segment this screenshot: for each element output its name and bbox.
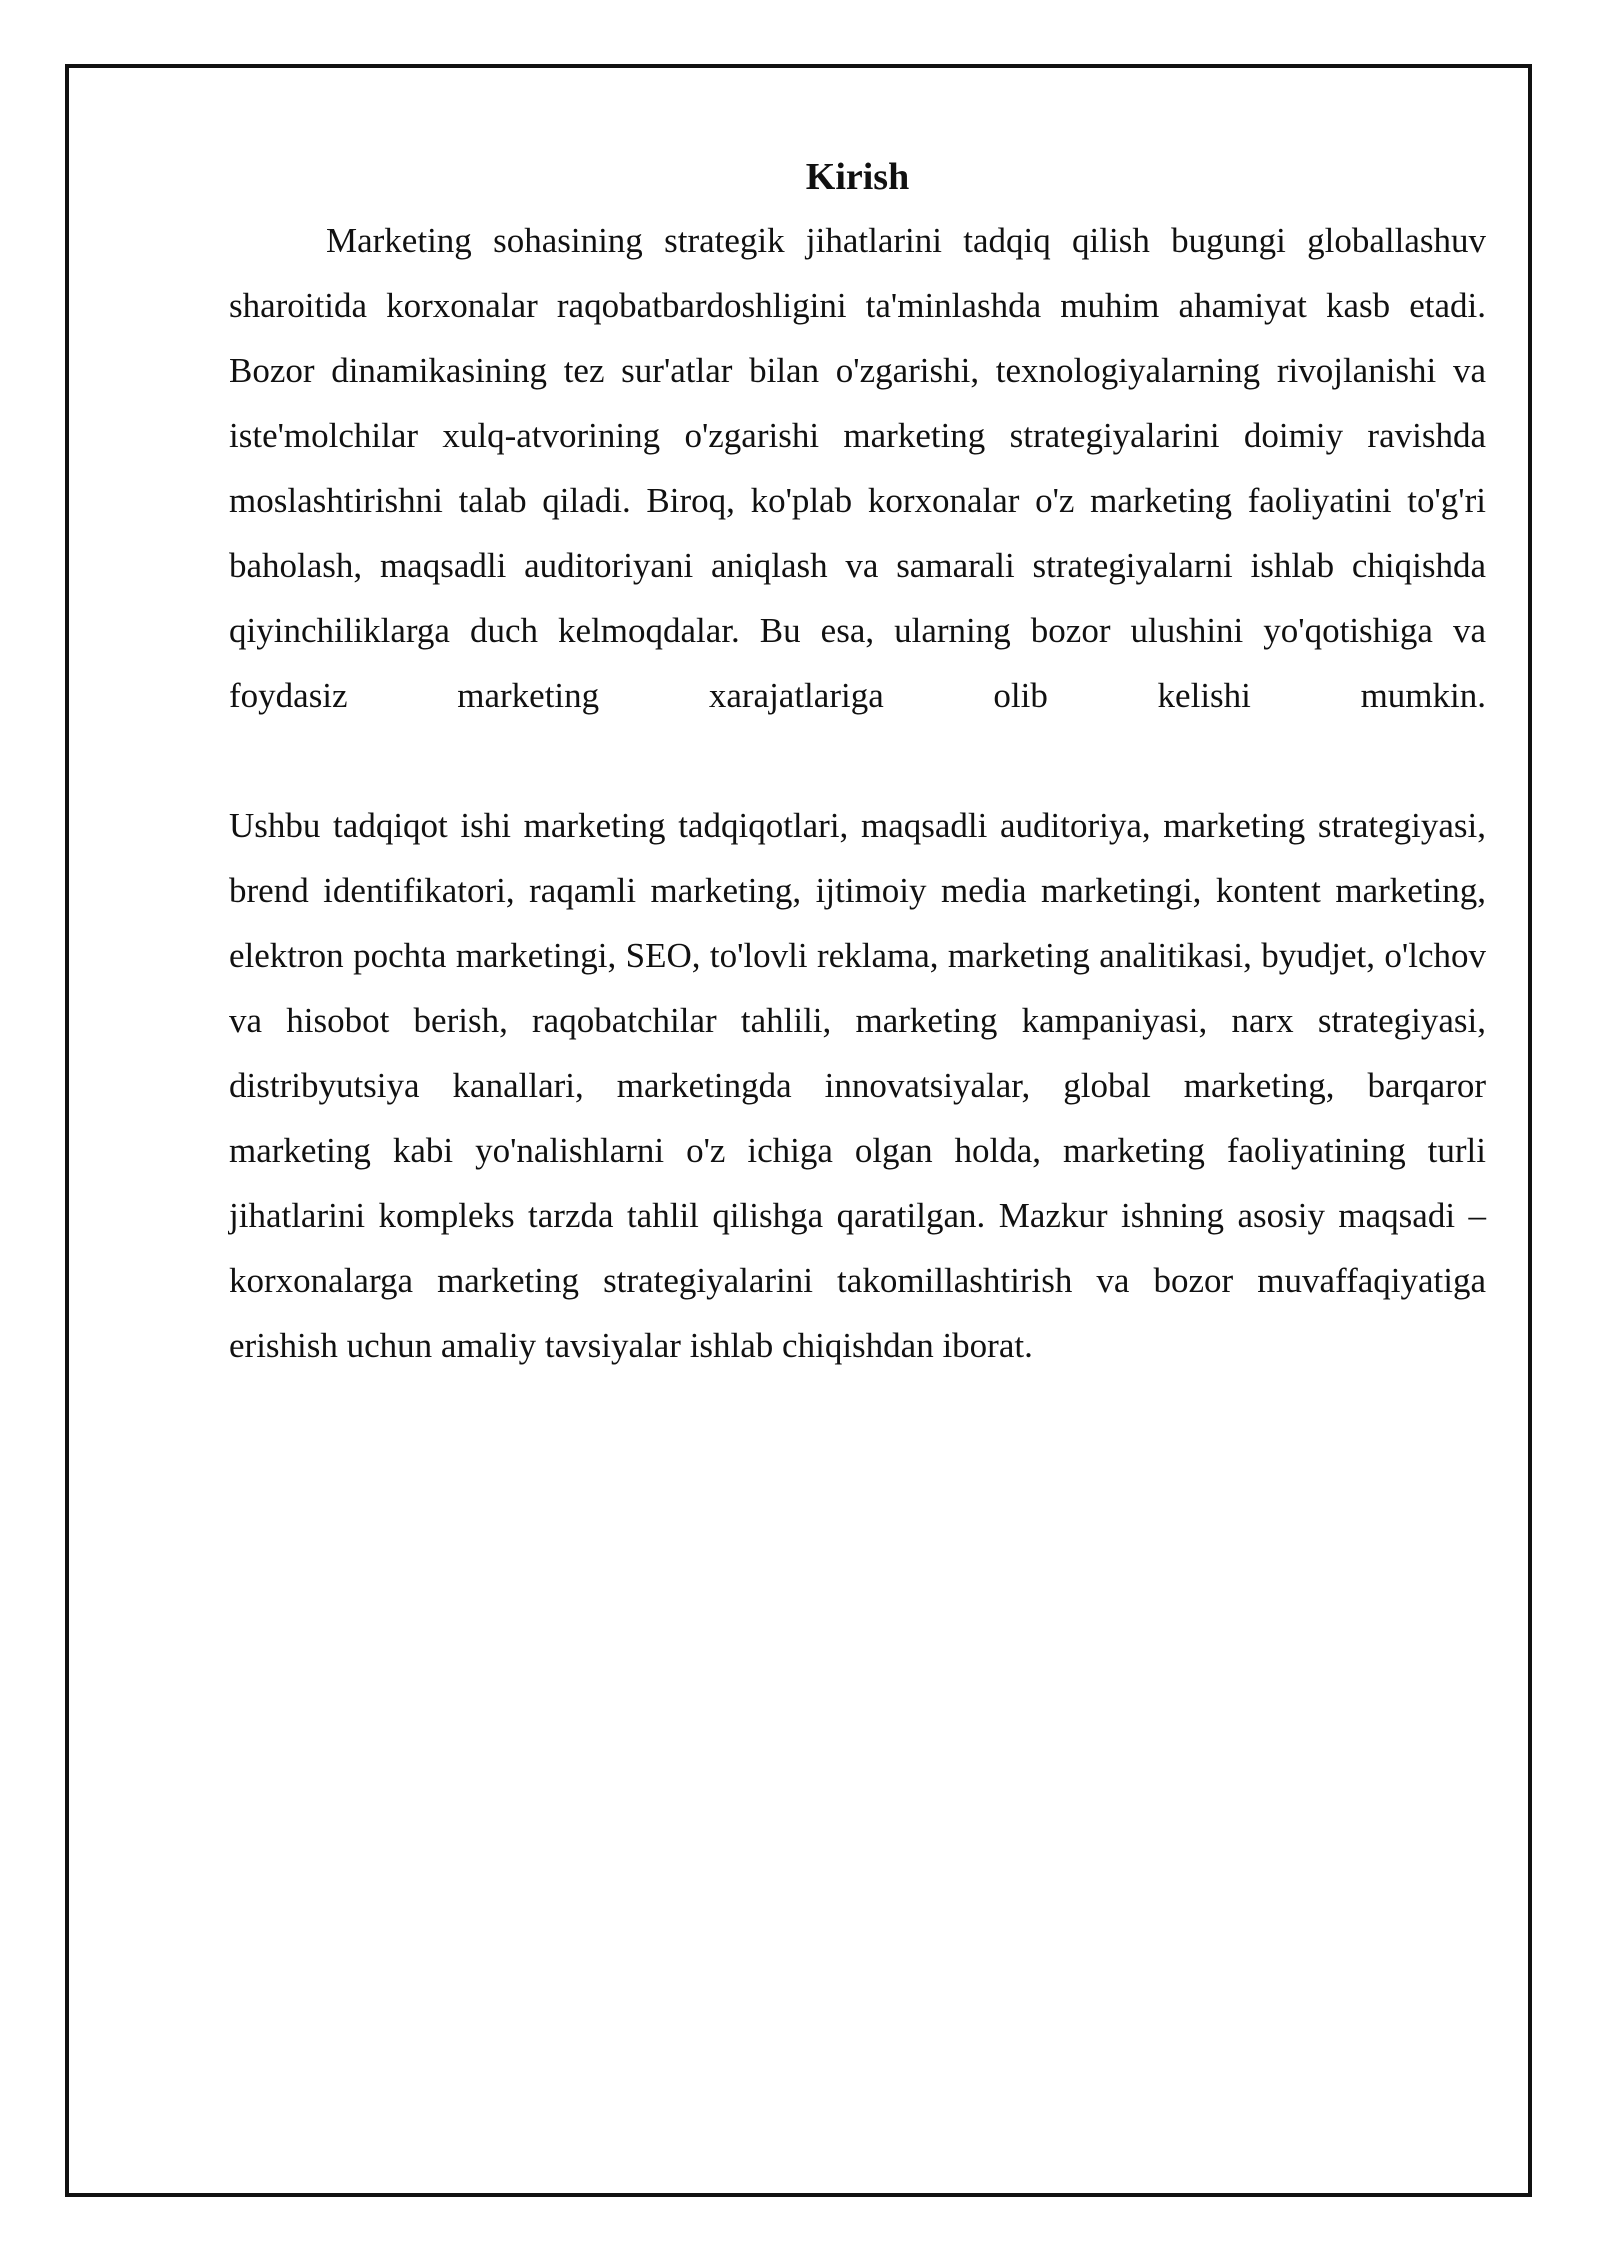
paragraph-spacer — [229, 728, 1486, 793]
paragraph-introduction: Marketing sohasining strategik jihatlarini tadqiq qilish bugungi globallashuv sharoitida korxonalar raqobatbardoshligini ta'minlashda muhim ahamiyat kasb etadi. Bozor dinamikasining tez sur'atlar bilan o'zgarishi, texnologiyalarning rivojlanishi va iste'molchilar xulq-atvorining o'zgarishi marketing strategiyalarini doimiy ravishda moslashtirishni talab qiladi. Biroq, ko'plab korxonalar o'z marketing faoliyatini to'g'ri baholash, maqsadli auditoriyani aniqlash va samarali strategiyalarni ishlab chiqishda qiyinchiliklarga duch kelmoqdalar. Bu esa, ularning bozor ulushini yo'qotishiga va foydasiz marketing xarajatlariga olib kelishi mumkin. — [229, 221, 1486, 715]
document-title: Kirish — [805, 156, 910, 198]
document-body — [229, 150, 1486, 1378]
paragraph-research-scope: Ushbu tadqiqot ishi marketing tadqiqotlari, maqsadli auditoriya, marketing strategiyasi, brend identifikatori, raqamli marketing, ijtimoiy media marketingi, kontent marketing, elektron pochta marketingi, SEO, to'lovli reklama, marketing analitikasi, byudjet, o'lchov va hisobot berish, raqobatchilar tahlili, marketing kampaniyasi, narx strategiyasi, distribyutsiya kanallari, marketingda innovatsiyalar, global marketing, barqaror marketing kabi yo'nalishlarni o'z ichiga olgan holda, marketing faoliyatining turli jihatlarini kompleks tarzda tahlil qilishga qaratilgan. Mazkur ishning asosiy maqsadi – korxonalarga marketing strategiyalarini takomillashtirish va bozor muvaffaqiyatiga erishish uchun amaliy tavsiyalar ishlab chiqishdan iborat. — [229, 806, 1486, 1365]
